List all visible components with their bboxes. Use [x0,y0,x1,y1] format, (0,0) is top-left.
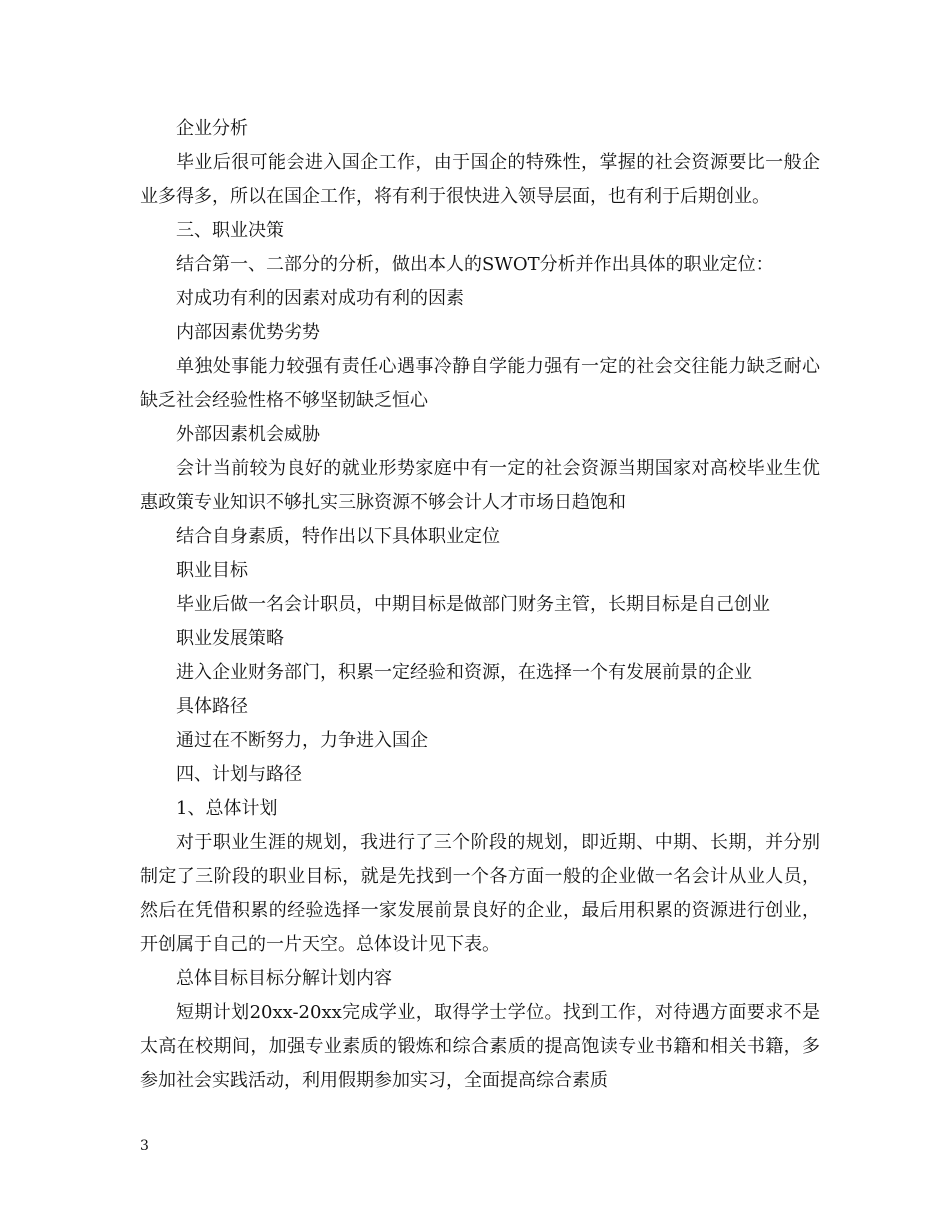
paragraph: 通过在不断努力，力争进入国企 [176,730,428,751]
paragraph: 对于职业生涯的规划，我进行了三个阶段的规划，即近期、中期、长期，并分别制定了三阶段的职业目标，就是先找到一个各方面一般的企业做一名会计从业人员，然后在凭借积累的经验选择一家发展前景良好的企业，最后用积累的资源进行创业，开创属于自己的一片天空。总体设计见下表。 [140,832,820,955]
paragraph: 短期计划20xx-20xx完成学业，取得学士学位。找到工作，对待遇方面要求不是太高在校期间，加强专业素质的锻炼和综合素质的提高饱读专业书籍和相关书籍，多参加社会实践活动，利用假期参加实习，全面提高综合素质 [140,1002,820,1091]
page-number: 3 [140,1138,149,1154]
section-heading: 三、职业决策 [176,220,284,241]
paragraph: 毕业后很可能会进入国企工作，由于国企的特殊性，掌握的社会资源要比一般企业多得多，所以在国企工作，将有利于很快进入领导层面，也有利于后期创业。 [140,152,820,207]
paragraph: 结合第一、二部分的分析，做出本人的SWOT分析并作出具体的职业定位： [176,254,774,275]
paragraph: 对成功有利的因素对成功有利的因素 [176,288,464,309]
section-heading: 职业发展策略 [176,628,284,649]
document-body [140,112,820,1098]
paragraph: 进入企业财务部门，积累一定经验和资源，在选择一个有发展前景的企业 [176,662,752,683]
paragraph: 会计当前较为良好的就业形势家庭中有一定的社会资源当期国家对高校毕业生优惠政策专业知识不够扎实三脉资源不够会计人才市场日趋饱和 [140,458,820,513]
paragraph: 内部因素优势劣势 [176,322,320,343]
paragraph: 总体目标目标分解计划内容 [176,968,392,989]
section-heading: 企业分析 [176,118,248,139]
section-heading: 具体路径 [176,696,248,717]
section-heading: 四、计划与路径 [176,764,302,785]
paragraph: 毕业后做一名会计职员，中期目标是做部门财务主管，长期目标是自己创业 [176,594,770,615]
section-heading: 职业目标 [176,560,248,581]
paragraph: 结合自身素质，特作出以下具体职业定位 [176,526,500,547]
section-heading: 1、总体计划 [176,798,278,819]
paragraph: 单独处事能力较强有责任心遇事冷静自学能力强有一定的社会交往能力缺乏耐心缺乏社会经验性格不够坚韧缺乏恒心 [140,356,820,411]
paragraph: 外部因素机会威胁 [176,424,320,445]
